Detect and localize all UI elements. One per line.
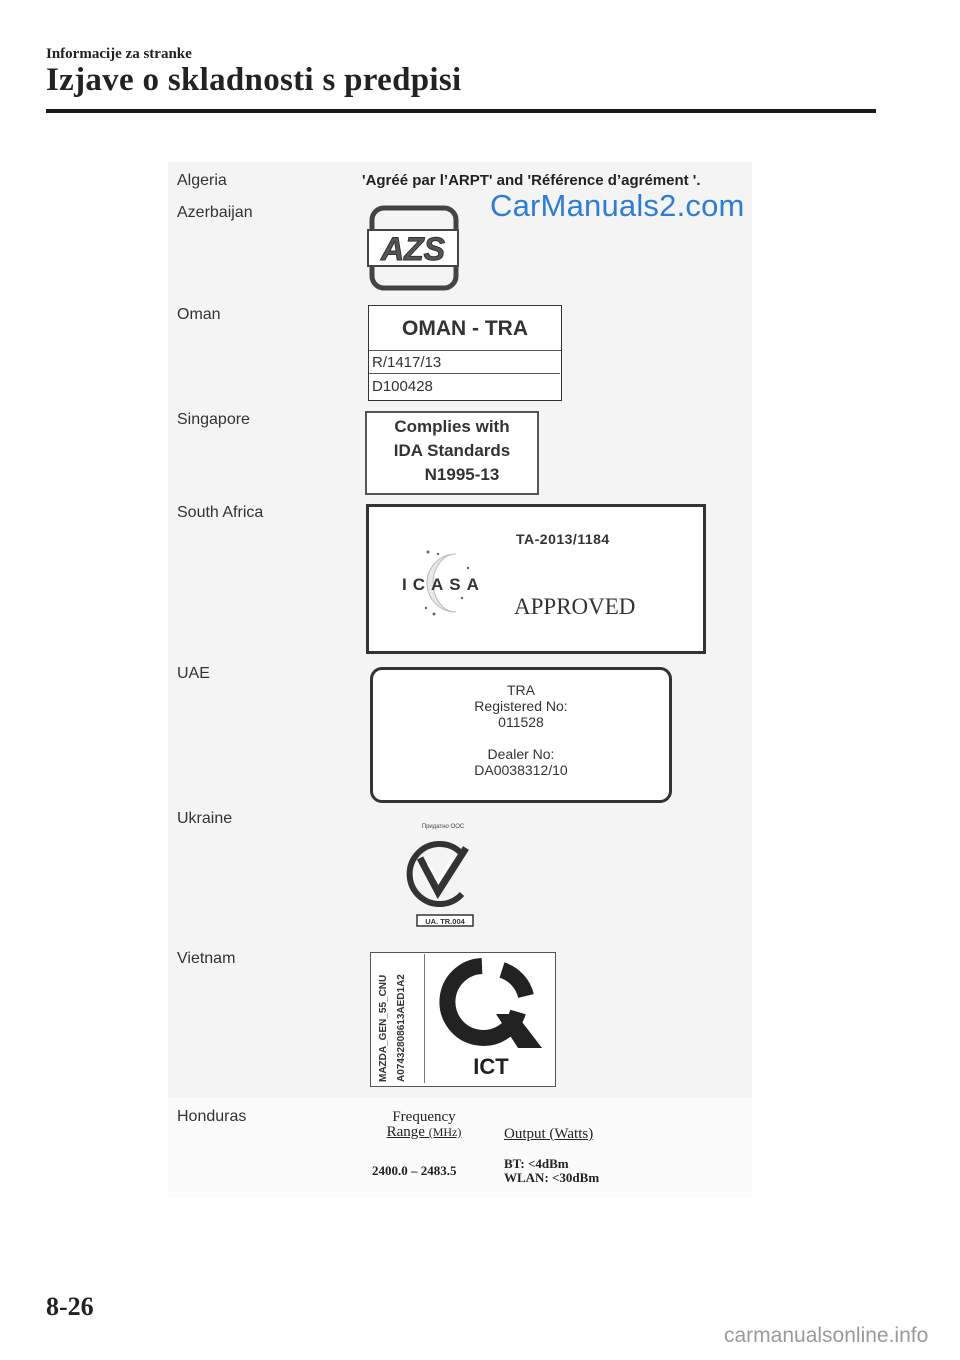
country-azerbaijan: Azerbaijan	[177, 204, 253, 221]
country-singapore: Singapore	[177, 411, 250, 428]
honduras-frequency-header	[376, 1110, 472, 1140]
azs-certification-logo-icon	[364, 204, 462, 292]
country-oman: Oman	[177, 306, 221, 323]
title-rule	[46, 109, 876, 113]
country-south-africa: South Africa	[177, 504, 264, 521]
south-africa-reference: TA-2013/1184	[516, 531, 610, 547]
country-ukraine: Ukraine	[177, 810, 233, 827]
singapore-line-2: IDA Standards	[393, 441, 511, 460]
country-vietnam: Vietnam	[177, 950, 236, 967]
honduras-frequency-value: 2400.0 – 2483.5	[372, 1163, 457, 1178]
honduras-output-wlan: WLAN: <30dBm	[504, 1170, 600, 1185]
honduras-range-label: Range	[386, 1124, 425, 1140]
oman-title: OMAN - TRA	[369, 306, 561, 351]
honduras-frequency-header-line-2	[376, 1125, 472, 1140]
algeria-approval-text: 'Agréé par l’ARPT' and 'Référence d’agrément '.	[362, 172, 701, 189]
uae-line-1: TRA	[507, 682, 535, 698]
icasa-logo-icon	[398, 546, 494, 620]
honduras-frequency-header-line-1: Frequency	[392, 1109, 456, 1125]
vietnam-ict-text: ICT	[473, 1054, 509, 1079]
uae-line-3: 011528	[498, 714, 544, 730]
uae-line-2: Registered No:	[474, 698, 568, 714]
vietnam-side-line-1: MAZDA_GEN_55_CNU	[378, 974, 389, 1082]
south-africa-approved: APPROVED	[514, 594, 636, 619]
oman-registration: R/1417/13	[369, 351, 560, 374]
page-title: Izjave o skladnosti s predpisi	[46, 62, 462, 98]
footer-watermark-url: carmanualsonline.info	[724, 1324, 929, 1347]
azs-logo-text: AZS	[381, 231, 445, 267]
vietnam-side-text	[372, 954, 425, 1083]
uae-label-box	[370, 667, 672, 803]
page-number: 8-26	[46, 1292, 94, 1321]
watermark: CarManuals2.com	[490, 188, 745, 223]
singapore-line-3: N1995-13	[424, 465, 500, 484]
honduras-output-bt: BT: <4dBm	[504, 1156, 569, 1171]
vietnam-ict-mark-icon	[432, 956, 550, 1052]
ukraine-conformity-mark-icon	[400, 818, 486, 930]
country-uae: UAE	[177, 665, 210, 682]
vietnam-side-line-2: A07432808613AED1A2	[396, 974, 407, 1082]
singapore-label-box	[365, 411, 539, 495]
country-honduras: Honduras	[177, 1108, 247, 1125]
honduras-output-values	[504, 1157, 599, 1185]
icasa-logo-text: ICASA	[402, 575, 485, 594]
ukraine-code: UA. TR.004	[425, 917, 465, 926]
uae-line-4: Dealer No:	[487, 746, 555, 762]
ukraine-caption: Придатно ООС	[421, 824, 465, 830]
honduras-output-header: Output (Watts)	[504, 1126, 594, 1142]
honduras-range-unit: (MHz)	[428, 1125, 462, 1139]
country-algeria: Algeria	[177, 172, 227, 189]
oman-dealer: D100428	[372, 378, 433, 395]
uae-line-5: DA0038312/10	[474, 762, 568, 778]
singapore-line-1: Complies with	[394, 417, 510, 436]
section-label: Informacije za stranke	[46, 46, 192, 62]
